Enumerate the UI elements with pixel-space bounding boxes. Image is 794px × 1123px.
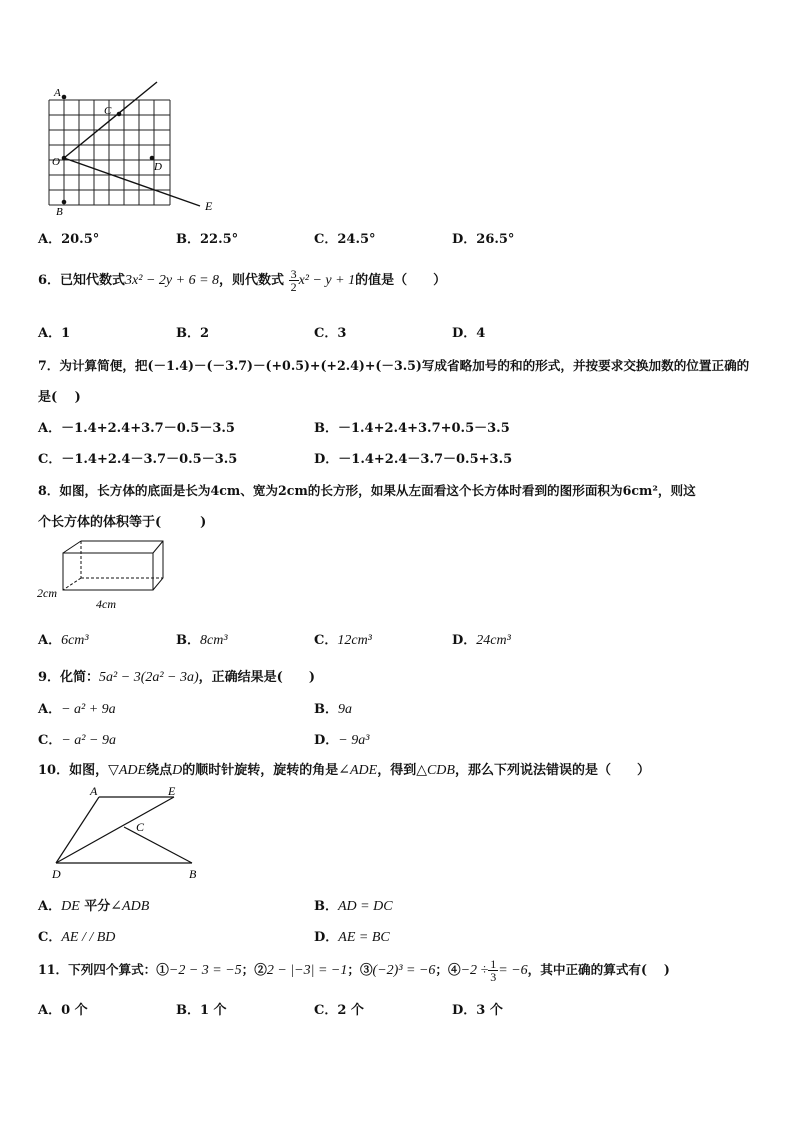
q10-option-b[interactable] — [314, 895, 393, 915]
q8-option-a-letter: A． — [38, 633, 62, 648]
q8-option-b-value: 8cm³ — [200, 633, 228, 648]
q6-prefix: 6．已知代数式 — [38, 273, 126, 288]
q6-option-a[interactable]: A．1 — [38, 326, 71, 341]
point-label-O: O — [52, 156, 60, 168]
question-9 — [38, 666, 315, 686]
cuboid-figure — [36, 538, 166, 614]
q8-option-d-value: 24cm³ — [476, 633, 511, 648]
q6-option-b[interactable]: B．2 — [176, 326, 210, 341]
q9-option-c[interactable] — [38, 729, 116, 749]
fig10-label-A: A — [90, 784, 98, 798]
q9-option-b[interactable] — [314, 698, 352, 718]
q8-option-c-value: 12cm³ — [337, 633, 372, 648]
q6-frac-num: 3 — [290, 267, 297, 281]
fig10-label-C: C — [136, 820, 145, 834]
q11-option-d[interactable]: D．3 个 — [452, 1003, 503, 1018]
q9-prefix: 9．化简： — [38, 670, 100, 685]
q10-option-b-value: AD = DC — [338, 899, 393, 914]
q10-option-a-letter: A． — [38, 899, 62, 914]
q11-part-1: 11．下列四个算式：① — [38, 962, 169, 977]
q7-stem-line-1: 7．为计算简便，把(－1.4)－(－3.7)－(+0.5)+(+2.4)+(－3.5)写成省略加号的和的形式，并按要求交换加数的位置正确的 — [38, 358, 750, 373]
q6-fraction — [289, 268, 299, 293]
fig10-label-E: E — [168, 784, 176, 798]
point-label-B: B — [56, 206, 63, 218]
point-label-A: A — [54, 87, 61, 99]
q10-part-1: 10．如图， — [38, 763, 109, 778]
q8-option-a[interactable] — [38, 629, 89, 649]
q9-option-b-value: 9a — [338, 702, 352, 717]
point-label-C: C — [104, 105, 112, 117]
question-11 — [38, 958, 670, 983]
q6-suffix: 的值是（ ） — [355, 273, 447, 288]
q10-option-d[interactable] — [314, 926, 390, 946]
width-label: 2cm — [37, 586, 57, 600]
q8-option-c[interactable] — [314, 629, 372, 649]
q10-option-a-math: DE — [61, 899, 80, 914]
q7-option-a[interactable]: A．－1.4+2.4+3.7－0.5－3.5 — [38, 421, 235, 436]
q9-option-c-value: − a² − 9a — [61, 733, 116, 748]
q9-option-c-letter: C． — [38, 733, 62, 748]
q10-angle-ade: ∠ADE — [338, 763, 378, 778]
q11-expression-2: 2 − |−3| = −1 — [266, 963, 348, 978]
q8-option-b-letter: B． — [176, 633, 200, 648]
q11-expression-1: −2 − 3 = −5 — [168, 963, 242, 978]
q11-frac-den: 3 — [490, 970, 497, 984]
q11-part-2: ；② — [241, 962, 267, 977]
q8-option-d[interactable] — [452, 629, 511, 649]
q10-option-c-letter: C． — [38, 930, 62, 945]
q9-option-d[interactable] — [314, 729, 369, 749]
q7-stem-line-2: 是( ) — [38, 390, 81, 405]
q8-stem-line-2: 个长方体的体积等于( ) — [38, 515, 207, 530]
q11-option-a[interactable]: A．0 个 — [38, 1003, 88, 1018]
q5-option-b[interactable]: B．22.5° — [176, 232, 239, 247]
q8-option-a-value: 6cm³ — [61, 633, 89, 648]
q9-option-d-letter: D． — [314, 733, 339, 748]
q11-option-c[interactable]: C．2 个 — [314, 1003, 364, 1018]
q10-option-d-value: AE = BC — [338, 930, 390, 945]
q10-option-a[interactable] — [38, 895, 149, 915]
q8-option-b[interactable] — [176, 629, 228, 649]
question-6 — [38, 268, 446, 293]
point-label-E: E — [205, 199, 213, 213]
q10-option-a-angle: ∠ADB — [110, 899, 150, 914]
q10-triangle-cdb: △CDB — [416, 763, 455, 778]
q11-fraction — [488, 958, 498, 983]
q10-option-b-letter: B． — [314, 899, 338, 914]
q11-expression-4: −2 ÷ — [460, 963, 489, 978]
q7-option-b[interactable]: B．－1.4+2.4+3.7+0.5－3.5 — [314, 421, 510, 436]
q10-part-3: 的顺时针旋转，旋转的角是 — [182, 763, 339, 778]
q7-option-d[interactable]: D．－1.4+2.4－3.7－0.5+3.5 — [314, 452, 513, 467]
q11-part-4: ；④ — [435, 962, 461, 977]
point-label-D: D — [154, 161, 162, 173]
q10-option-c[interactable] — [38, 926, 115, 946]
q6-expression-1: 3x² − 2y + 6 = 8 — [125, 273, 220, 288]
q9-option-a-letter: A． — [38, 702, 62, 717]
q9-option-d-value: − 9a³ — [338, 733, 370, 748]
q7-option-c[interactable]: C．－1.4+2.4－3.7－0.5－3.5 — [38, 452, 238, 467]
q9-suffix: ，正确结果是( ) — [198, 670, 315, 685]
length-label: 4cm — [96, 597, 116, 611]
q10-option-d-letter: D． — [314, 930, 339, 945]
q6-expression-2: x² − y + 1 — [298, 273, 356, 288]
q11-part-5: ，其中正确的算式有( ) — [527, 962, 670, 977]
q10-point-d: D — [172, 763, 183, 778]
q9-option-b-letter: B． — [314, 702, 338, 717]
q8-option-c-letter: C． — [314, 633, 338, 648]
q10-part-2: 绕点 — [146, 763, 173, 778]
q6-frac-den: 2 — [290, 280, 297, 294]
question-10 — [38, 759, 650, 779]
q5-option-d[interactable]: D．26.5° — [452, 232, 515, 247]
q9-option-a[interactable] — [38, 698, 116, 718]
q10-triangle-ade: ▽ADE — [108, 763, 147, 778]
q8-option-d-letter: D． — [452, 633, 477, 648]
q10-option-a-text: 平分 — [79, 899, 111, 914]
q11-expression-4b: = −6 — [498, 963, 528, 978]
grid-angle-figure — [40, 78, 230, 220]
fig10-label-B: B — [189, 867, 197, 881]
q9-option-a-value: − a² + 9a — [61, 702, 116, 717]
q6-option-c[interactable]: C．3 — [314, 326, 347, 341]
q10-part-4: ，得到 — [377, 763, 417, 778]
q9-expression: 5a² − 3(2a² − 3a) — [99, 670, 199, 685]
q6-mid: ，则代数式 — [219, 273, 285, 288]
q5-option-a[interactable]: A．20.5° — [38, 232, 100, 247]
q11-frac-num: 1 — [490, 957, 497, 971]
q6-option-d[interactable]: D．4 — [452, 326, 486, 341]
q11-part-3: ；③ — [347, 962, 373, 977]
fig10-label-D: D — [52, 867, 61, 881]
q5-option-c[interactable]: C．24.5° — [314, 232, 376, 247]
q8-stem-line-1: 8．如图，长方体的底面是长为4cm、宽为2cm的长方形，如果从左面看这个长方体时看到的图形面积为6cm²，则这 — [38, 483, 696, 498]
q11-option-b[interactable]: B．1 个 — [176, 1003, 227, 1018]
rotation-figure — [44, 784, 214, 884]
q11-expression-3: (−2)³ = −6 — [372, 963, 436, 978]
q10-option-c-value: AE / / BD — [61, 930, 116, 945]
q10-part-5: ，那么下列说法错误的是（ ） — [454, 763, 650, 778]
